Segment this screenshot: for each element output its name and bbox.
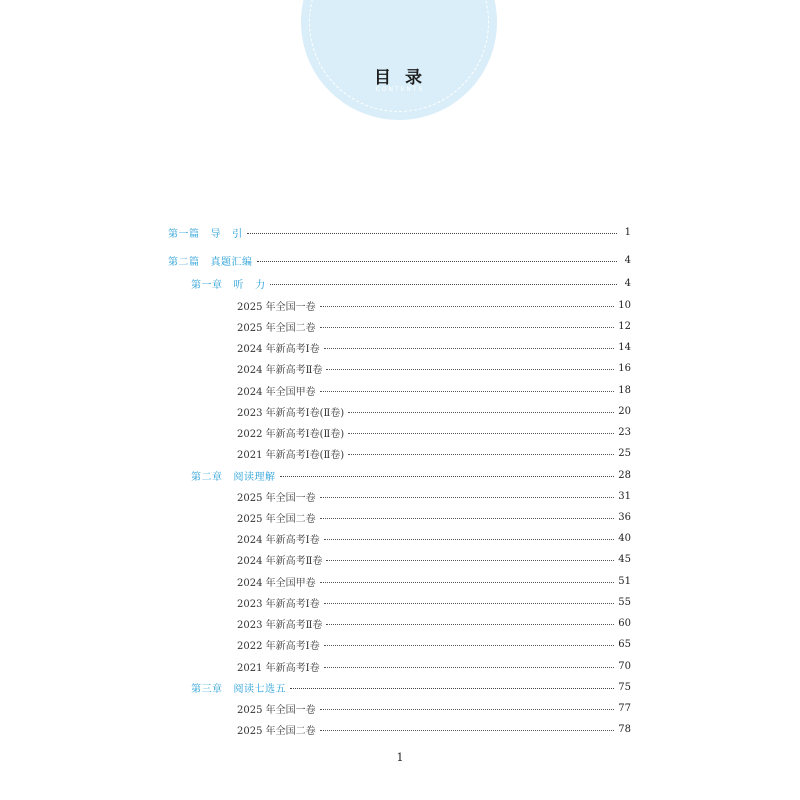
header-circle-dashed-ring	[309, 0, 489, 112]
toc-label: 2025 年全国一卷	[237, 301, 316, 313]
toc-page: 14	[618, 341, 631, 353]
dot-leader	[324, 645, 615, 646]
toc-page: 55	[618, 596, 631, 608]
toc-label: 2025 年全国二卷	[237, 322, 316, 334]
toc-page: 60	[618, 617, 631, 629]
toc-label: 第三章 阅读七选五	[191, 683, 287, 695]
toc-entry[interactable]	[237, 298, 631, 312]
toc-page: 1	[624, 226, 631, 238]
toc-label: 2022 年新高考Ⅰ卷(Ⅱ卷)	[237, 428, 345, 440]
toc-label: 第一篇 导 引	[168, 228, 243, 240]
dot-leader	[348, 412, 614, 413]
toc-page: 40	[618, 532, 631, 544]
toc-label: 2024 年全国甲卷	[237, 386, 316, 398]
toc-entry[interactable]	[237, 722, 631, 736]
dot-leader	[326, 369, 614, 370]
toc-entry[interactable]	[237, 701, 631, 715]
dot-leader	[320, 391, 615, 392]
dot-leader	[280, 476, 615, 477]
toc-page: 51	[618, 575, 631, 587]
toc-page: 20	[618, 405, 631, 417]
toc-label: 2023 年新高考Ⅰ卷	[237, 598, 320, 610]
toc-page: 28	[618, 469, 631, 481]
header-circle-decoration	[301, 0, 497, 120]
dot-leader	[326, 560, 614, 561]
dot-leader	[326, 624, 614, 625]
toc-label: 2022 年新高考Ⅰ卷	[237, 640, 320, 652]
toc-entry[interactable]	[237, 574, 631, 588]
toc-page: 78	[618, 723, 631, 735]
toc-page: 25	[618, 447, 631, 459]
dot-leader	[348, 454, 614, 455]
dot-leader	[324, 667, 615, 668]
dot-leader	[320, 306, 615, 307]
toc-entry[interactable]	[237, 340, 631, 354]
toc-entry[interactable]	[237, 425, 631, 439]
toc-page: 23	[618, 426, 631, 438]
toc-label: 2024 年新高考Ⅱ卷	[237, 364, 323, 376]
toc-label: 2025 年全国二卷	[237, 513, 316, 525]
toc-entry[interactable]	[237, 616, 631, 630]
toc-label: 2023 年新高考Ⅱ卷	[237, 619, 323, 631]
page-number: 1	[396, 751, 404, 764]
toc-entry[interactable]	[237, 319, 631, 333]
toc-chapter-2[interactable]	[191, 468, 631, 482]
dot-leader	[257, 261, 617, 262]
toc-label: 2021 年新高考Ⅰ卷(Ⅱ卷)	[237, 449, 345, 461]
toc-page: 77	[618, 702, 631, 714]
toc-entry[interactable]	[237, 489, 631, 503]
toc-label: 2024 年新高考Ⅰ卷	[237, 343, 320, 355]
toc-page: 4	[624, 254, 631, 266]
toc-part-1[interactable]	[168, 225, 631, 239]
dot-leader	[320, 518, 615, 519]
toc-label: 2021 年新高考Ⅰ卷	[237, 662, 320, 674]
dot-leader	[290, 688, 614, 689]
toc-page: 18	[618, 384, 631, 396]
dot-leader	[320, 497, 615, 498]
toc-entry[interactable]	[237, 361, 631, 375]
toc-page: 16	[618, 362, 631, 374]
toc-page: 36	[618, 511, 631, 523]
toc-label: 2023 年新高考Ⅰ卷(Ⅱ卷)	[237, 407, 345, 419]
toc-page: 4	[624, 277, 631, 289]
toc-label: 2024 年新高考Ⅱ卷	[237, 555, 323, 567]
page-subtitle: CONTENTS	[375, 86, 425, 93]
toc-label: 2024 年新高考Ⅰ卷	[237, 534, 320, 546]
toc-label: 2025 年全国一卷	[237, 704, 316, 716]
dot-leader	[320, 709, 615, 710]
toc-entry[interactable]	[237, 595, 631, 609]
dot-leader	[270, 284, 617, 285]
toc-part-2[interactable]	[168, 253, 631, 267]
toc-entry[interactable]	[237, 510, 631, 524]
dot-leader	[320, 730, 615, 731]
toc-label: 2024 年全国甲卷	[237, 577, 316, 589]
toc-chapter-1[interactable]	[191, 276, 631, 290]
toc-label: 第二章 阅读理解	[191, 471, 276, 483]
dot-leader	[324, 348, 615, 349]
toc-entry[interactable]	[237, 383, 631, 397]
toc-page: 70	[618, 660, 631, 672]
dot-leader	[348, 433, 614, 434]
toc-entry[interactable]	[237, 531, 631, 545]
toc-page: 75	[618, 681, 631, 693]
toc-page: 10	[618, 299, 631, 311]
dot-leader	[324, 539, 615, 540]
toc-entry[interactable]	[237, 404, 631, 418]
toc-label: 2025 年全国二卷	[237, 725, 316, 737]
toc-entry[interactable]	[237, 552, 631, 566]
toc-entry[interactable]	[237, 659, 631, 673]
toc-entry[interactable]	[237, 446, 631, 460]
toc-label: 第二篇 真题汇编	[168, 256, 253, 268]
toc-entry[interactable]	[237, 637, 631, 651]
dot-leader	[320, 327, 615, 328]
dot-leader	[247, 233, 617, 234]
dot-leader	[324, 603, 615, 604]
toc-page: 31	[618, 490, 631, 502]
toc-label: 第一章 听 力	[191, 279, 266, 291]
toc-chapter-3[interactable]	[191, 680, 631, 694]
toc-page: 45	[618, 553, 631, 565]
dot-leader	[320, 582, 615, 583]
toc-page: 65	[618, 638, 631, 650]
toc-page: 12	[618, 320, 631, 332]
page-title: 目 录	[374, 68, 426, 88]
toc-label: 2025 年全国一卷	[237, 492, 316, 504]
